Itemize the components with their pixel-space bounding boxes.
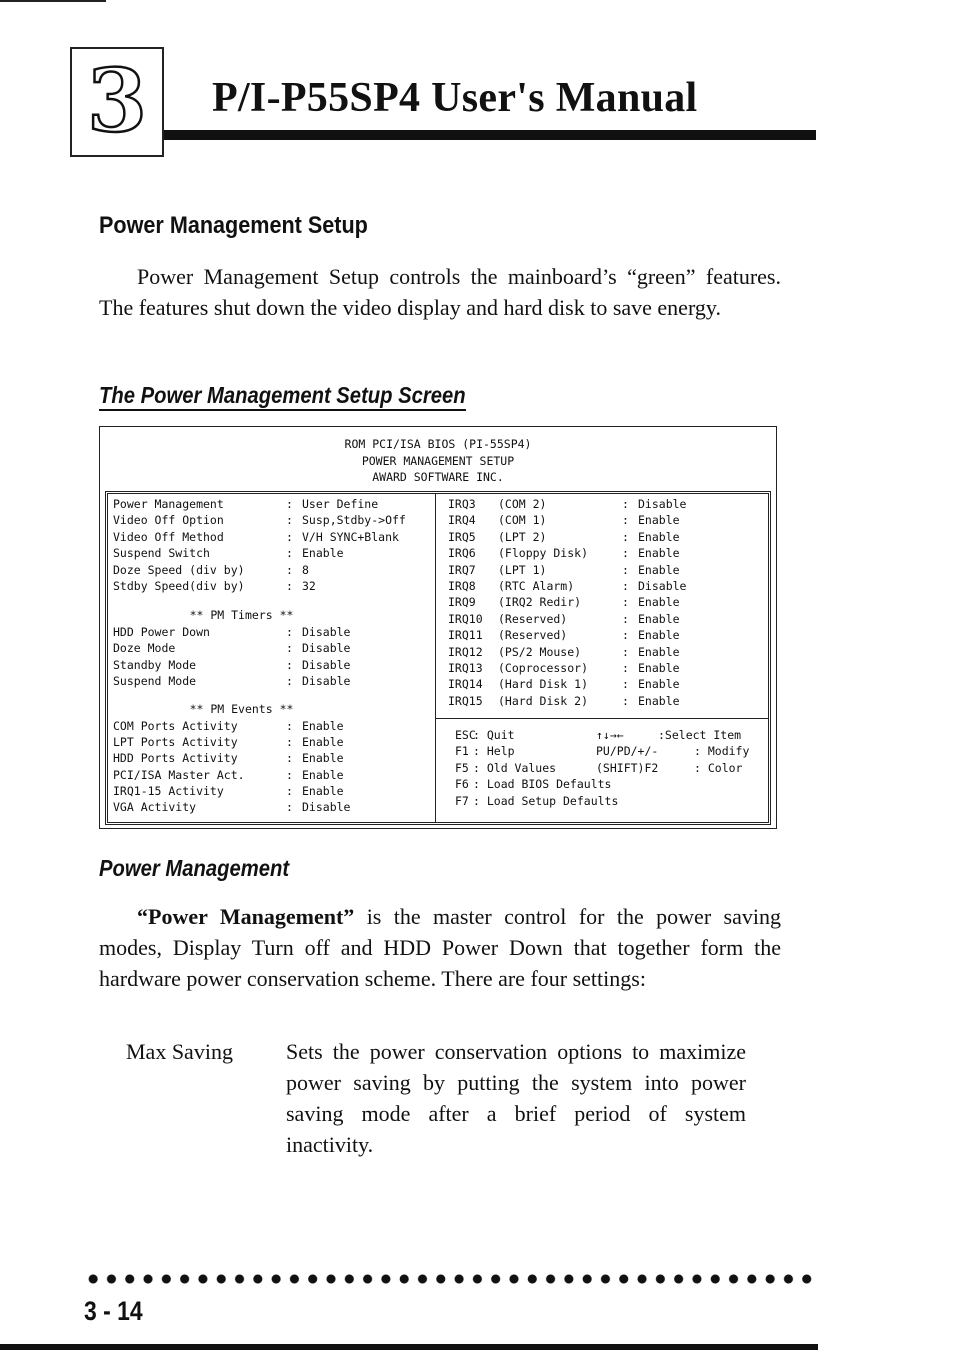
irq-value: Enable [638, 693, 680, 708]
timer-value: Disable [302, 625, 351, 639]
irq-number: IRQ9 [448, 595, 476, 610]
irq-number: IRQ12 [448, 644, 483, 659]
event-label: COM Ports Activity [113, 719, 238, 733]
irq-value: Enable [638, 661, 680, 675]
power-management-heading: Power Management [99, 855, 290, 881]
bios-screen [99, 426, 777, 829]
power-management-term: “Power Management” [137, 904, 355, 929]
timer-colon: : [286, 657, 293, 672]
irq-number: IRQ15 [448, 693, 483, 708]
irq-desc: (Reserved) [498, 611, 568, 626]
key-name: PU/PD/+/- [596, 744, 659, 759]
setting-term: Max Saving [126, 1039, 233, 1064]
irq-number: IRQ3 [448, 497, 476, 511]
irq-colon: : [622, 661, 629, 675]
irq-desc: (RTC Alarm) [498, 579, 575, 593]
pm-timers-heading: ** PM Timers ** [189, 608, 294, 622]
timer-colon: : [286, 625, 293, 639]
bios-setting-row [108, 562, 435, 578]
section-heading: Power Management Setup [99, 212, 368, 239]
irq-value: Enable [638, 644, 680, 659]
setting-value: Enable [302, 546, 344, 561]
irq-row [436, 562, 768, 578]
setting-label: Suspend Switch [113, 546, 210, 561]
irq-number: IRQ14 [448, 677, 483, 692]
event-label: HDD Ports Activity [113, 751, 238, 766]
irq-desc: (COM 1) [498, 513, 547, 528]
bios-panel [105, 491, 771, 825]
irq-row [436, 578, 768, 594]
top-rule [0, 0, 106, 2]
timer-label: HDD Power Down [113, 625, 210, 639]
event-colon: : [286, 767, 293, 782]
irq-row [436, 693, 768, 709]
key-desc: : Color [694, 760, 743, 775]
irq-row [436, 644, 768, 660]
irq-row [436, 496, 768, 512]
manual-title: P/I-P55SP4 User's Manual [212, 75, 698, 121]
event-label: LPT Ports Activity [113, 735, 238, 750]
irq-desc: (Coprocessor) [498, 661, 589, 675]
key-name: (SHIFT)F2 [596, 760, 659, 775]
irq-value: Enable [638, 595, 680, 610]
irq-colon: : [622, 644, 629, 659]
bios-key-help [436, 719, 768, 822]
intro-paragraph: Power Management Setup controls the mainboard’s “green” features. The features shut down the video display and hard disk to save energy. [99, 264, 781, 320]
key-help-row [436, 793, 768, 809]
key-name: F1 [455, 744, 469, 759]
bios-event-row [108, 750, 435, 766]
setting-colon: : [286, 513, 293, 528]
event-colon: : [286, 800, 293, 814]
bios-header-line: ROM PCI/ISA BIOS (PI-55SP4) [344, 437, 532, 451]
bios-event-row [108, 783, 435, 799]
bios-irq-column [436, 494, 768, 719]
bios-setting-row [108, 545, 435, 561]
bios-timer-row [108, 624, 435, 640]
bios-event-row [108, 767, 435, 783]
timer-value: Disable [302, 674, 351, 689]
timer-value: Disable [302, 641, 351, 656]
setting-description: Sets the power conservation options to maximize power saving by putting the system into power saving mode after a brief period of system inactivity. [286, 1039, 746, 1157]
event-value: Enable [302, 751, 344, 766]
key-help-row [436, 760, 768, 776]
irq-colon: : [622, 546, 629, 561]
irq-value: Enable [638, 529, 680, 544]
event-label: VGA Activity [113, 800, 197, 814]
key-desc: : Help [473, 744, 515, 759]
timer-label: Suspend Mode [113, 674, 197, 689]
key-desc: : Quit [473, 728, 515, 742]
bios-timer-row [108, 657, 435, 673]
arrow-keys-icon: ↑↓→← [596, 728, 624, 742]
bios-setting-row [108, 496, 435, 512]
bios-timer-row [108, 673, 435, 689]
key-help-row [436, 727, 768, 743]
event-value: Disable [302, 800, 351, 814]
irq-colon: : [622, 628, 629, 643]
event-colon: : [286, 783, 293, 798]
irq-number: IRQ6 [448, 546, 476, 561]
key-desc: : Load Setup Defaults [473, 793, 619, 808]
power-management-paragraph [99, 901, 781, 994]
setting-colon: : [286, 529, 293, 544]
irq-colon: : [622, 693, 629, 708]
dotted-divider [84, 1272, 816, 1286]
event-value: Enable [302, 719, 344, 733]
irq-value: Disable [638, 579, 687, 593]
key-name: F7 [455, 793, 469, 808]
bios-event-row [108, 734, 435, 750]
irq-desc: (Reserved) [498, 628, 568, 643]
irq-colon: : [622, 579, 629, 593]
setting-colon: : [286, 562, 293, 577]
irq-value: Enable [638, 513, 680, 528]
irq-value: Enable [638, 677, 680, 692]
irq-desc: (Hard Disk 2) [498, 693, 589, 708]
irq-row [436, 545, 768, 561]
irq-colon: : [622, 595, 629, 610]
event-colon: : [286, 751, 293, 766]
timer-colon: : [286, 641, 293, 656]
irq-value: Disable [638, 497, 687, 511]
setting-colon: : [286, 579, 293, 593]
irq-number: IRQ4 [448, 513, 476, 528]
bios-timer-row [108, 640, 435, 656]
setting-label: Doze Speed (div by) [113, 562, 245, 577]
key-desc: : Old Values [473, 760, 557, 775]
bios-settings-column [108, 494, 436, 822]
irq-row [436, 594, 768, 610]
timer-label: Standby Mode [113, 657, 197, 672]
event-value: Enable [302, 735, 344, 750]
irq-colon: : [622, 611, 629, 626]
chapter-badge [70, 47, 164, 157]
irq-desc: (COM 2) [498, 497, 547, 511]
setting-label: Video Off Option [113, 513, 224, 528]
key-desc: : Modify [694, 744, 750, 759]
key-name: ESC [455, 728, 476, 742]
irq-desc: (LPT 2) [498, 529, 547, 544]
irq-value: Enable [638, 546, 680, 561]
page-number: 3 - 14 [84, 1296, 143, 1326]
irq-value: Enable [638, 628, 680, 643]
event-label: PCI/ISA Master Act. [113, 767, 245, 782]
screen-heading [99, 382, 466, 409]
bios-setting-row [108, 529, 435, 545]
irq-row [436, 627, 768, 643]
bios-event-row [108, 799, 435, 815]
setting-colon: : [286, 497, 293, 511]
key-help-row [436, 743, 768, 759]
bottom-rule [0, 1344, 818, 1350]
irq-row [436, 611, 768, 627]
irq-colon: : [622, 497, 629, 511]
bios-header-line: POWER MANAGEMENT SETUP [361, 453, 515, 468]
timer-label: Doze Mode [113, 641, 176, 656]
key-desc: :Select Item [658, 728, 742, 742]
setting-label: Stdby Speed(div by) [113, 579, 245, 593]
irq-number: IRQ7 [448, 562, 476, 577]
event-label: IRQ1-15 Activity [113, 783, 224, 798]
timer-value: Disable [302, 657, 351, 672]
irq-desc: (IRQ2 Redir) [498, 595, 582, 610]
irq-row [436, 676, 768, 692]
irq-number: IRQ5 [448, 529, 476, 544]
irq-value: Enable [638, 562, 680, 577]
irq-colon: : [622, 513, 629, 528]
bios-event-row [108, 718, 435, 734]
key-desc: : Load BIOS Defaults [473, 777, 612, 792]
power-management-text: is the master control for the power saving modes, Display Turn off and HDD Power Down that together form the hardware power conservation scheme. There are four settings: [99, 904, 781, 991]
screen-heading-text: The Power Management Setup Screen [99, 382, 466, 411]
irq-colon: : [622, 677, 629, 692]
irq-row [436, 660, 768, 676]
setting-label: Video Off Method [113, 529, 224, 544]
irq-desc: (LPT 1) [498, 562, 547, 577]
irq-colon: : [622, 562, 629, 577]
timer-colon: : [286, 674, 293, 689]
setting-colon: : [286, 546, 293, 561]
irq-number: IRQ13 [448, 661, 483, 675]
irq-desc: (PS/2 Mouse) [498, 644, 582, 659]
bios-setting-row [108, 578, 435, 594]
chapter-number: 3 [87, 51, 147, 152]
key-name: F5 [455, 760, 469, 775]
irq-colon: : [622, 529, 629, 544]
irq-row [436, 512, 768, 528]
event-value: Enable [302, 783, 344, 798]
setting-value: Susp,Stdby->Off [302, 513, 406, 528]
key-name: F6 [455, 777, 469, 792]
event-colon: : [286, 719, 293, 733]
title-rule [164, 130, 816, 140]
setting-value: 32 [302, 579, 316, 593]
irq-value: Enable [638, 611, 680, 626]
irq-row [436, 529, 768, 545]
setting-value: V/H SYNC+Blank [302, 529, 399, 544]
irq-number: IRQ8 [448, 579, 476, 593]
event-colon: : [286, 735, 293, 750]
irq-desc: (Floppy Disk) [498, 546, 589, 561]
irq-desc: (Hard Disk 1) [498, 677, 589, 692]
irq-number: IRQ10 [448, 611, 483, 626]
key-help-row [436, 776, 768, 792]
bios-header [100, 436, 776, 486]
irq-number: IRQ11 [448, 628, 483, 643]
pm-events-heading: ** PM Events ** [189, 702, 294, 716]
setting-label: Power Management [113, 497, 224, 511]
setting-value: User Define [302, 497, 379, 511]
bios-header-line: AWARD SOFTWARE INC. [372, 470, 504, 484]
setting-value: 8 [302, 562, 309, 577]
bios-setting-row [108, 512, 435, 528]
event-value: Enable [302, 767, 344, 782]
